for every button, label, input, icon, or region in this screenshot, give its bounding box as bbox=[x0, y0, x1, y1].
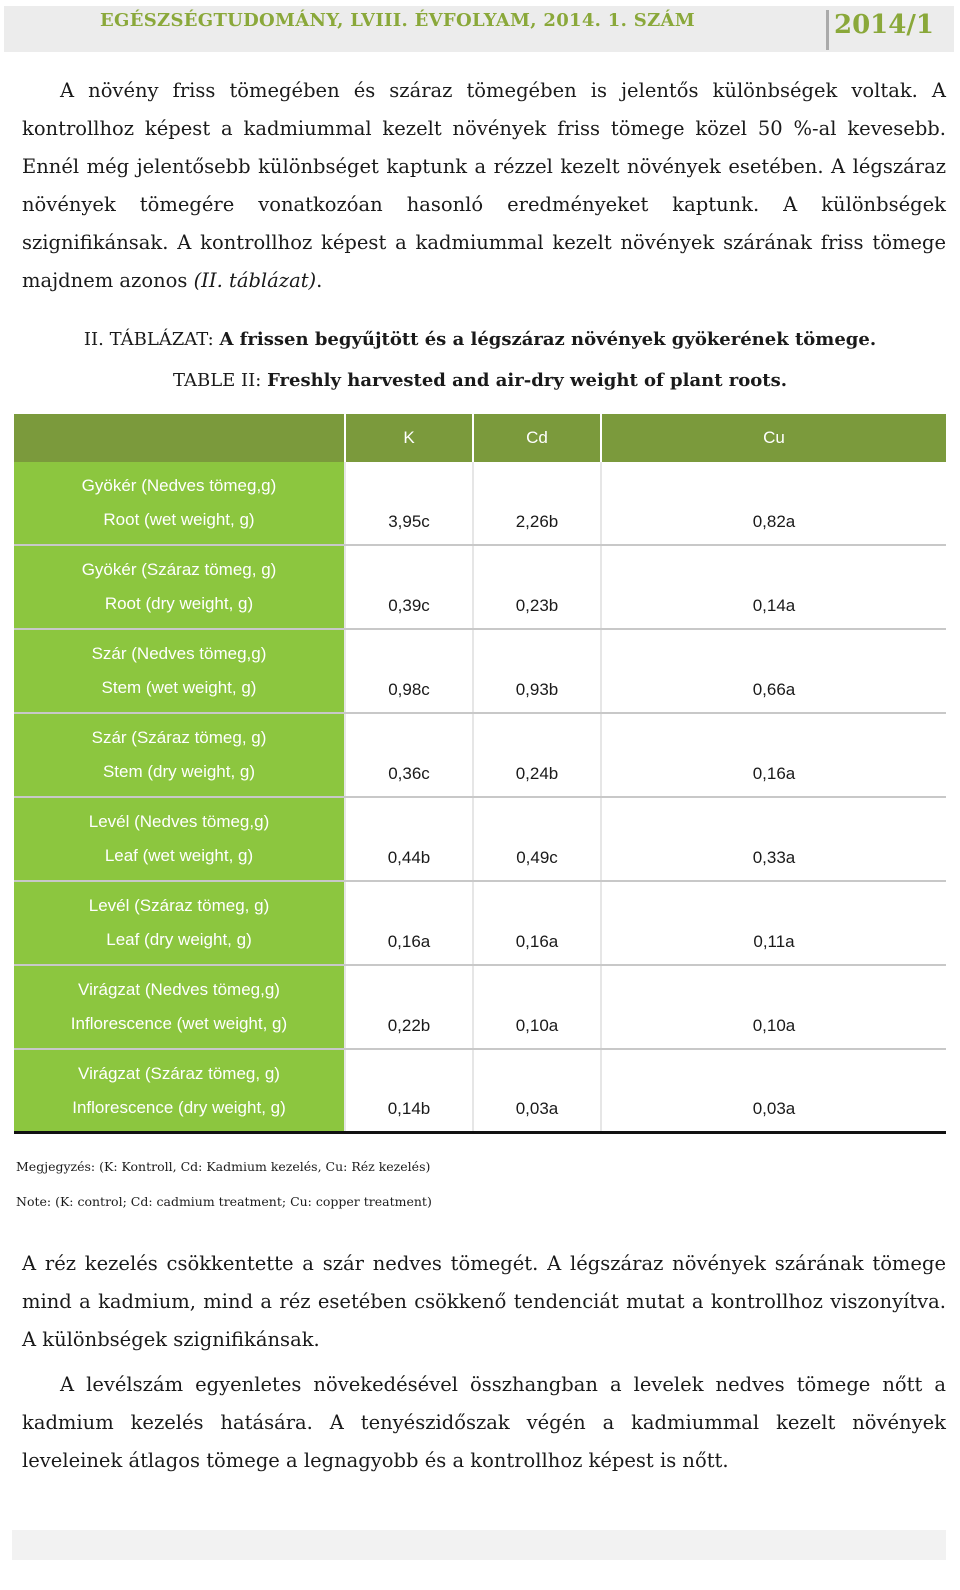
cell-k: 0,22b bbox=[344, 966, 472, 1048]
footer-bar bbox=[12, 1530, 946, 1560]
table-caption-hu bbox=[0, 329, 960, 350]
column-header-k: K bbox=[344, 414, 472, 462]
journal-title: EGÉSZSÉGTUDOMÁNY, LVIII. ÉVFOLYAM, 2014. 1. SZÁM bbox=[100, 10, 695, 31]
cell-k: 0,98c bbox=[344, 630, 472, 712]
row-label-en: Leaf (wet weight, g) bbox=[104, 846, 254, 865]
row-label bbox=[14, 882, 344, 964]
row-label-hu: Gyökér (Száraz tömeg, g) bbox=[81, 560, 277, 579]
row-label bbox=[14, 462, 344, 544]
table-row bbox=[14, 1050, 946, 1134]
header-corner bbox=[14, 414, 344, 462]
cell-k: 0,39c bbox=[344, 546, 472, 628]
row-label bbox=[14, 714, 344, 796]
cell-cu: 0,10a bbox=[600, 966, 946, 1048]
page-header bbox=[0, 0, 960, 56]
table-row bbox=[14, 546, 946, 630]
note-en: Note: (K: control; Cd: cadmium treatment; Cu: copper treatment) bbox=[16, 1194, 432, 1209]
column-header-cd: Cd bbox=[472, 414, 600, 462]
column-header-cu: Cu bbox=[600, 414, 946, 462]
cell-cd: 0,93b bbox=[472, 630, 600, 712]
table-row bbox=[14, 882, 946, 966]
row-label bbox=[14, 798, 344, 880]
row-label-hu: Gyökér (Nedves tömeg,g) bbox=[81, 476, 277, 495]
cell-cd: 0,24b bbox=[472, 714, 600, 796]
cell-k: 3,95c bbox=[344, 462, 472, 544]
paragraph-intro-end: . bbox=[316, 269, 323, 292]
issue-number: 2014/1 bbox=[834, 10, 934, 40]
row-label bbox=[14, 1050, 344, 1131]
row-label-en: Leaf (dry weight, g) bbox=[106, 930, 252, 949]
paragraph-leaves: A levélszám egyenletes növekedésével összhangban a levelek nedves tömege nőtt a kadmium kezelés hatására. A tenyészidőszak végén a kadmiummal kezelt növények leveleinek átlagos tömege a legnagyobb és a kontrollhoz képest is nőtt. bbox=[22, 1373, 946, 1472]
paragraph-intro-text: A növény friss tömegében és száraz tömegében is jelentős különbségek voltak. A kontrollhoz képest a kadmiummal kezelt növények friss tömege közel 50 %-al kevesebb. Ennél még jelentősebb különbséget kaptunk a rézzel kezelt növények esetében. A légszáraz növények tömegére vonatkozóan hasonló eredményeket kaptunk. A különbségek szignifikánsak. A kontrollhoz képest a kadmiummal kezelt növények szárának friss tömege majdnem azonos bbox=[22, 79, 946, 292]
cell-cd: 0,49c bbox=[472, 798, 600, 880]
caption-hu-prefix: II. TÁBLÁZAT: bbox=[83, 329, 220, 350]
row-label bbox=[14, 630, 344, 712]
cell-cu: 0,82a bbox=[600, 462, 946, 544]
table-row bbox=[14, 714, 946, 798]
data-table bbox=[14, 414, 946, 1134]
cell-cd: 0,10a bbox=[472, 966, 600, 1048]
caption-en-prefix: TABLE II: bbox=[172, 370, 268, 391]
cell-cu: 0,66a bbox=[600, 630, 946, 712]
paragraph-intro bbox=[22, 72, 946, 300]
row-label-en: Inflorescence (wet weight, g) bbox=[70, 1014, 288, 1033]
row-label bbox=[14, 966, 344, 1048]
row-label-hu: Szár (Nedves tömeg,g) bbox=[91, 644, 267, 663]
cell-cu: 0,11a bbox=[600, 882, 946, 964]
cell-cd: 0,23b bbox=[472, 546, 600, 628]
row-label-en: Root (dry weight, g) bbox=[104, 594, 254, 613]
cell-cu: 0,14a bbox=[600, 546, 946, 628]
cell-cd: 2,26b bbox=[472, 462, 600, 544]
table-header-row bbox=[14, 414, 946, 462]
row-label bbox=[14, 546, 344, 628]
table-row bbox=[14, 798, 946, 882]
cell-k: 0,36c bbox=[344, 714, 472, 796]
cell-cd: 0,03a bbox=[472, 1050, 600, 1131]
table-caption-en bbox=[0, 370, 960, 391]
table-reference: (II. táblázat) bbox=[193, 269, 317, 292]
row-label-en: Inflorescence (dry weight, g) bbox=[72, 1097, 286, 1117]
cell-cu: 0,16a bbox=[600, 714, 946, 796]
caption-hu-title: A frissen begyűjtött és a légszáraz növények gyökerének tömege. bbox=[219, 329, 877, 350]
table-row bbox=[14, 966, 946, 1050]
note-hu: Megjegyzés: (K: Kontroll, Cd: Kadmium kezelés, Cu: Réz kezelés) bbox=[16, 1159, 431, 1174]
paragraph-copper: A réz kezelés csökkentette a szár nedves tömegét. A légszáraz növények szárának tömege mind a kadmium, mind a réz esetében csökkenő tendenciát mutat a kontrollhoz viszonyítva. A különbségek szignifikánsak. bbox=[22, 1252, 946, 1351]
row-label-en: Stem (dry weight, g) bbox=[102, 762, 256, 781]
cell-k: 0,16a bbox=[344, 882, 472, 964]
cell-cu: 0,33a bbox=[600, 798, 946, 880]
row-label-en: Root (wet weight, g) bbox=[103, 510, 255, 529]
row-label-hu: Levél (Nedves tömeg,g) bbox=[88, 812, 270, 831]
cell-cd: 0,16a bbox=[472, 882, 600, 964]
cell-k: 0,44b bbox=[344, 798, 472, 880]
row-label-hu: Szár (Száraz tömeg, g) bbox=[91, 728, 267, 747]
row-label-hu: Virágzat (Nedves tömeg,g) bbox=[78, 980, 280, 999]
cell-k: 0,14b bbox=[344, 1050, 472, 1131]
table-body bbox=[14, 462, 946, 1134]
table-row bbox=[14, 462, 946, 546]
row-label-hu: Virágzat (Száraz tömeg, g) bbox=[78, 1063, 280, 1083]
row-label-hu: Levél (Száraz tömeg, g) bbox=[88, 896, 270, 915]
cell-cu: 0,03a bbox=[600, 1050, 946, 1131]
table-row bbox=[14, 630, 946, 714]
header-divider bbox=[826, 10, 829, 50]
row-label-en: Stem (wet weight, g) bbox=[101, 678, 257, 697]
caption-en-title: Freshly harvested and air-dry weight of plant roots. bbox=[267, 370, 788, 391]
